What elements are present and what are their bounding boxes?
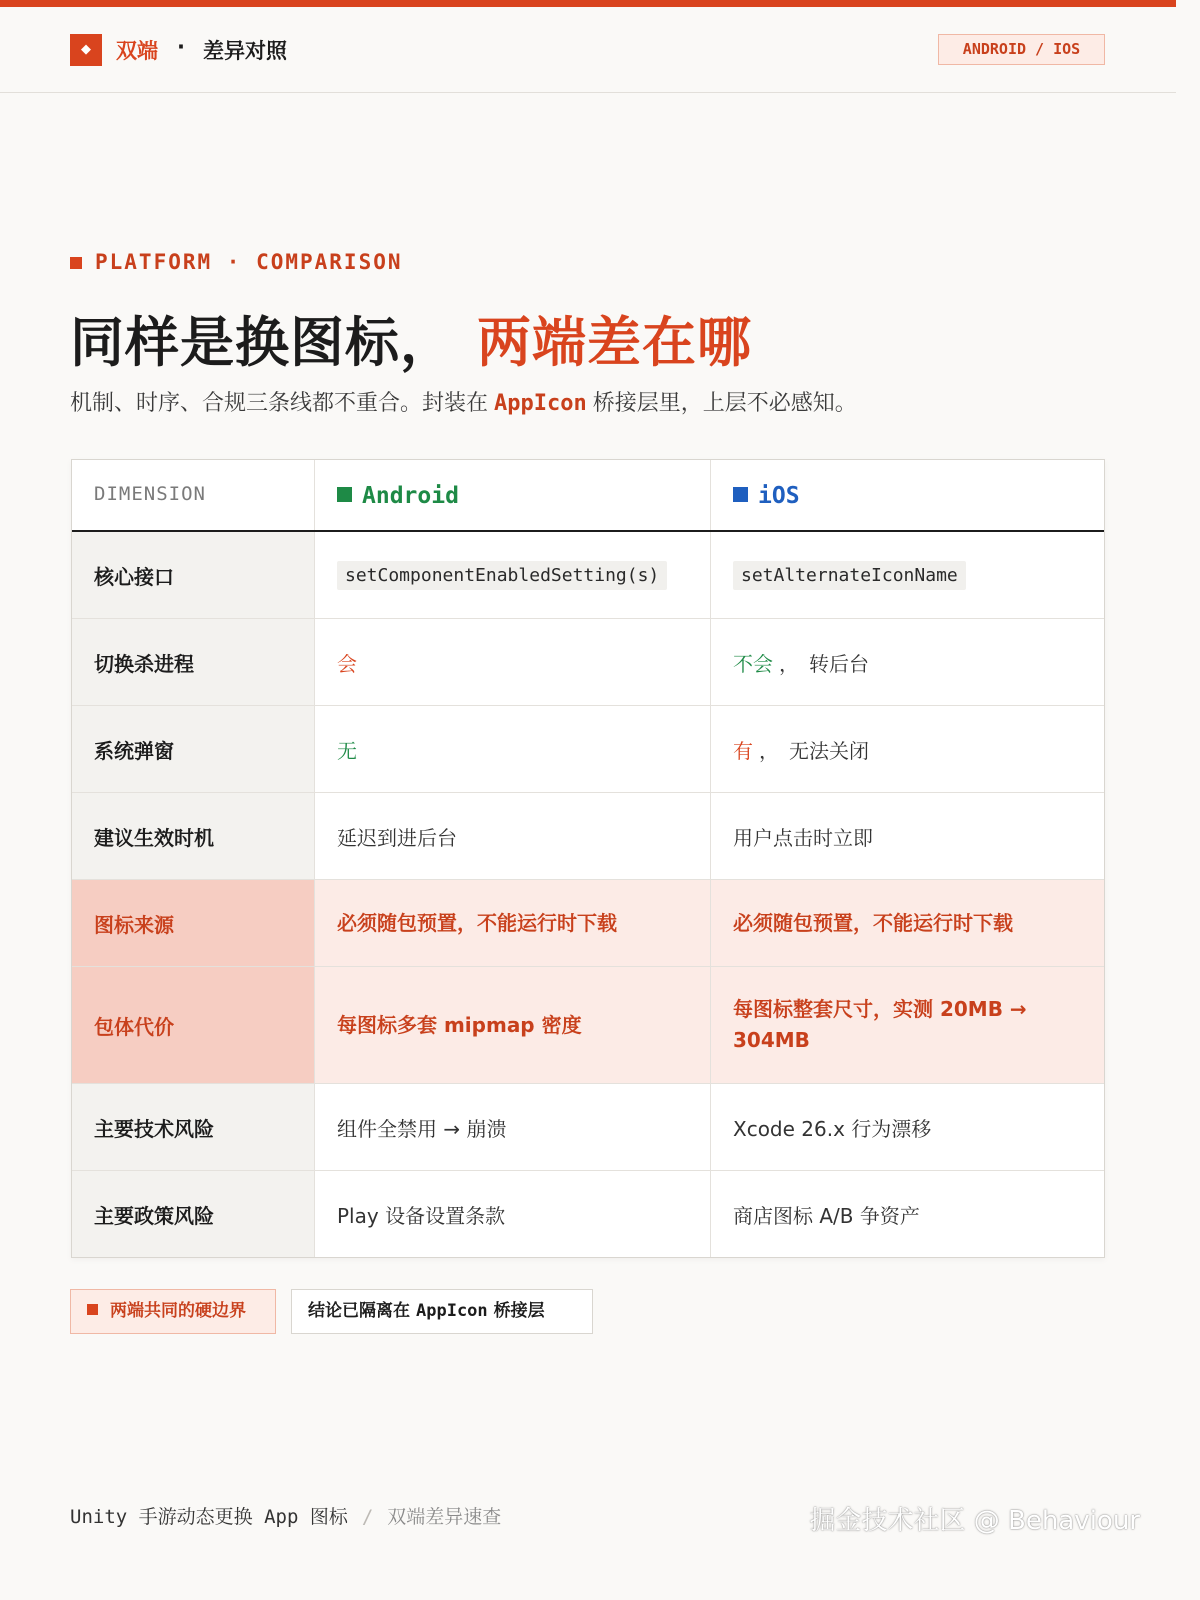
footer-title: Unity 手游动态更换 App 图标: [70, 1506, 348, 1528]
table-row: [72, 619, 1104, 706]
header-android-label: Android: [362, 483, 459, 509]
row-ios: 商店图标 A/B 争资产: [710, 1171, 1104, 1257]
kicker-text: PLATFORM · COMPARISON: [95, 250, 403, 274]
row-ios: 用户点击时立即: [710, 793, 1104, 879]
header-ios-label: iOS: [758, 483, 800, 509]
header-dimension: DIMENSION: [94, 483, 206, 505]
table-row-highlight: [72, 967, 1104, 1084]
page-subtitle: [70, 386, 857, 417]
android-value: 无: [337, 738, 357, 763]
row-dimension: 包体代价: [72, 967, 314, 1083]
tag-square-icon: [87, 1304, 98, 1315]
table-row: [72, 1171, 1104, 1257]
android-square-icon: [337, 487, 352, 502]
header-android: [314, 460, 710, 530]
ios-square-icon: [733, 487, 748, 502]
ios-api-code: setAlternateIconName: [733, 561, 966, 590]
brand-title-primary: 双端: [116, 39, 158, 63]
kicker-square-icon: [70, 257, 82, 269]
ios-value-key: 不会: [733, 651, 773, 676]
row-dimension: 核心接口: [72, 532, 314, 618]
brand-separator: ·: [177, 35, 185, 59]
table-row-highlight: [72, 880, 1104, 967]
header: [0, 7, 1176, 93]
hard-boundary-tag: [70, 1289, 276, 1334]
row-android: Play 设备设置条款: [314, 1171, 710, 1257]
table-header: [72, 460, 1104, 532]
ios-value-note: 转后台: [809, 651, 869, 676]
row-android: 每图标多套 mipmap 密度: [314, 967, 710, 1083]
row-ios: 必须随包预置，不能运行时下载: [710, 880, 1104, 966]
row-ios: [710, 706, 1104, 792]
conclusion-tag: [291, 1289, 593, 1334]
row-android: 组件全禁用 → 崩溃: [314, 1084, 710, 1170]
row-android: 延迟到进后台: [314, 793, 710, 879]
conclusion-part-b: 桥接层: [493, 1301, 545, 1321]
android-value: 会: [337, 651, 357, 676]
row-android: [314, 619, 710, 705]
comparison-table: [71, 459, 1105, 1258]
row-dimension: 系统弹窗: [72, 706, 314, 792]
brand-diamond-icon: ◆: [70, 34, 102, 66]
row-dimension: 图标来源: [72, 880, 314, 966]
platform-badge: ANDROID / IOS: [938, 34, 1105, 65]
conclusion-code: AppIcon: [416, 1301, 488, 1321]
footer: [70, 1502, 501, 1529]
table-row: [72, 706, 1104, 793]
row-android: [314, 706, 710, 792]
row-ios: [710, 619, 1104, 705]
row-ios: 每图标整套尺寸，实测 20MB → 304MB: [710, 967, 1104, 1083]
subtitle-part-b: 桥接层里，上层不必感知。: [592, 391, 857, 416]
watermark: 掘金技术社区 @ Behaviour: [809, 1506, 1140, 1536]
subtitle-part-a: 机制、时序、合规三条线都不重合。封装在: [70, 391, 489, 416]
footer-separator: /: [361, 1506, 374, 1528]
hard-boundary-label: 两端共同的硬边界: [110, 1301, 246, 1321]
row-dimension: 建议生效时机: [72, 793, 314, 879]
row-android: 必须随包预置，不能运行时下载: [314, 880, 710, 966]
row-ios: [710, 532, 1104, 618]
ios-value-sep: ，: [759, 738, 779, 763]
ios-value-note: 无法关闭: [789, 738, 869, 763]
row-android: [314, 532, 710, 618]
title-part-a: 同样是换图标，: [70, 311, 455, 374]
ios-value-sep: ，: [779, 651, 799, 676]
subtitle-code: AppIcon: [494, 391, 587, 416]
conclusion-part-a: 结论已隔离在: [308, 1301, 410, 1321]
ios-value-key: 有: [733, 738, 753, 763]
row-dimension: 切换杀进程: [72, 619, 314, 705]
table-row: [72, 793, 1104, 880]
title-part-b: 两端差在哪: [477, 311, 752, 374]
top-accent-bar: [0, 0, 1176, 7]
table-row: [72, 1084, 1104, 1171]
android-api-code: setComponentEnabledSetting(s): [337, 561, 667, 590]
row-dimension: 主要政策风险: [72, 1171, 314, 1257]
row-dimension: 主要技术风险: [72, 1084, 314, 1170]
row-ios: Xcode 26.x 行为漂移: [710, 1084, 1104, 1170]
table-row: [72, 532, 1104, 619]
page-title: [70, 300, 752, 377]
header-ios: [710, 460, 1104, 530]
brand-title-secondary: 差异对照: [203, 39, 287, 63]
footer-subtitle: 双端差异速查: [387, 1506, 502, 1528]
